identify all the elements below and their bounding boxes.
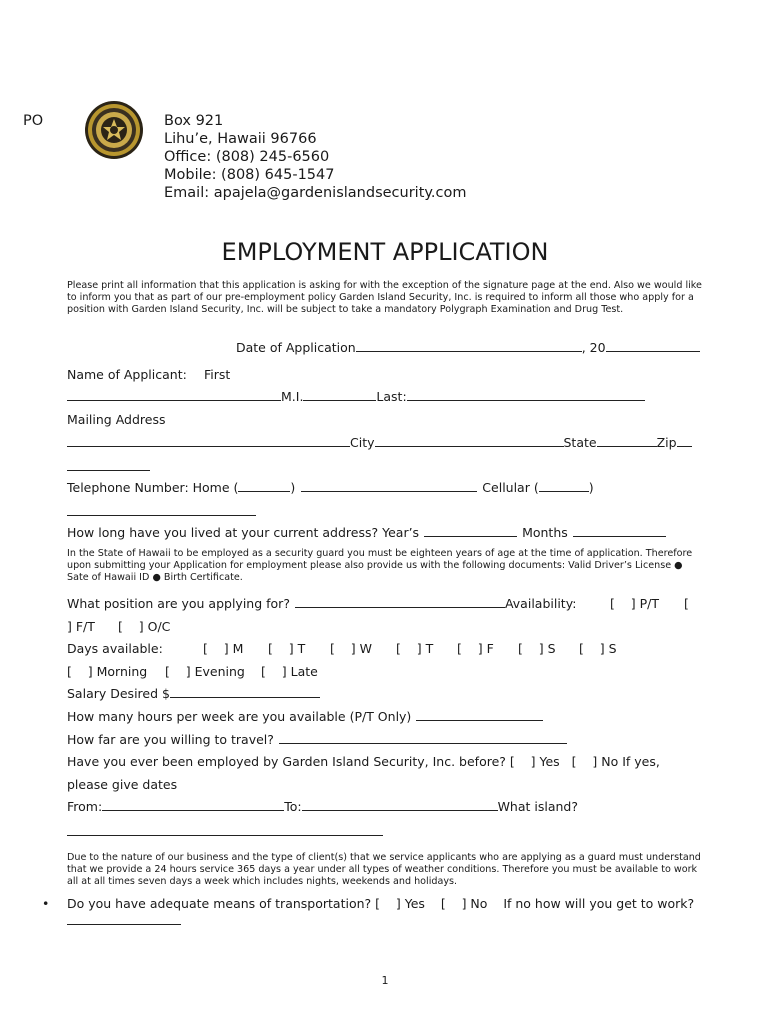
year-prefix: , 20 — [581, 340, 606, 355]
city-field[interactable] — [375, 435, 564, 447]
position-label: What position are you applying for? — [67, 596, 290, 611]
residence-row — [67, 525, 666, 541]
name-label: Name of Applicant: — [67, 367, 187, 382]
mailing-address-label: Mailing Address — [67, 412, 166, 427]
day-tuesday-checkbox[interactable]: [ ] T — [268, 641, 306, 656]
transportation-question: Do you have adequate means of transportation? [ ] Yes [ ] No If no how will you get to work? — [67, 896, 695, 911]
salary-field[interactable] — [170, 686, 320, 698]
email-address: Email: apajela@gardenislandsecurity.com — [164, 185, 467, 201]
office-phone: Office: (808) 245-6560 — [164, 149, 330, 165]
hours-label: How many hours per week are you available (P/T Only) — [67, 709, 412, 724]
last-name-label: Last: — [376, 389, 407, 404]
intro-paragraph: Please print all information that this application is asking for with the exception of the signature page at the end. Also we would like to inform you that as part of our pre-employment policy Garden Island Security, Inc. is required to inform all those who apply for a position with Garden Island Security, Inc. will be subject to take a mandatory Polygraph Examination and Drug Test. — [67, 280, 702, 315]
mailing-row — [67, 435, 692, 451]
shift-late-checkbox[interactable]: [ ] Late — [261, 664, 318, 679]
ft-checkbox-open[interactable]: [ — [684, 596, 689, 611]
zip-field[interactable] — [677, 435, 692, 447]
mailing-address-field[interactable] — [67, 435, 350, 447]
mobile-phone: Mobile: (808) 645-1547 — [164, 167, 335, 183]
day-saturday-checkbox[interactable]: [ ] S — [518, 641, 556, 656]
day-thursday-checkbox[interactable]: [ ] T — [396, 641, 434, 656]
po-label: PO — [23, 113, 44, 129]
mi-label: M.I. — [281, 389, 304, 404]
home-area-code-field[interactable] — [238, 480, 290, 492]
shift-morning-checkbox[interactable]: [ ] Morning — [67, 664, 148, 679]
date-label: Date of Application — [236, 340, 356, 355]
shift-evening-checkbox[interactable]: [ ] Evening — [165, 664, 245, 679]
telephone-row — [67, 480, 594, 496]
state-field[interactable] — [597, 435, 657, 447]
from-date-field[interactable] — [102, 799, 284, 811]
first-name-label: First — [204, 367, 231, 382]
oc-checkbox[interactable]: [ ] O/C — [118, 619, 171, 634]
first-name-field[interactable] — [67, 389, 281, 401]
date-row — [236, 340, 700, 356]
to-label: To: — [284, 799, 302, 814]
home-phone-label: Telephone Number: Home ( — [67, 480, 239, 495]
day-monday-checkbox[interactable]: [ ] M — [203, 641, 244, 656]
years-field[interactable] — [424, 525, 517, 537]
cell-phone-field[interactable] — [67, 515, 256, 516]
travel-field[interactable] — [279, 732, 567, 744]
salary-row — [67, 686, 320, 702]
days-label: Days available: — [67, 641, 163, 656]
zip-continuation-line[interactable] — [67, 470, 150, 471]
position-field[interactable] — [295, 596, 505, 608]
year-field[interactable] — [606, 340, 700, 352]
island-field[interactable] — [67, 835, 383, 836]
day-sunday-checkbox[interactable]: [ ] S — [579, 641, 617, 656]
address-line-1: Box 921 — [164, 113, 224, 129]
state-label: State — [563, 435, 597, 450]
employed-before-question: Have you ever been employed by Garden Island Security, Inc. before? [ ] Yes [ ] No If yes, — [67, 754, 660, 769]
last-name-field[interactable] — [407, 389, 645, 401]
ft-checkbox-label: ] F/T — [67, 619, 95, 634]
hours-field[interactable] — [416, 709, 543, 721]
day-wednesday-checkbox[interactable]: [ ] W — [330, 641, 372, 656]
zip-label: Zip — [656, 435, 677, 450]
position-row — [67, 596, 576, 612]
name-row — [67, 389, 645, 405]
hawaii-requirements-note: In the State of Hawaii to be employed as a security guard you must be eighteen years of age at the time of application. Therefore upon submitting your Application for employment please also provide us with the following documents: Valid Driver’s License ● Sate of Hawaii ID ● Birth Certificate. — [67, 548, 693, 583]
pt-checkbox[interactable]: [ ] P/T — [610, 596, 660, 611]
employed-dates-prompt: please give dates — [67, 777, 178, 792]
hours-row — [67, 709, 543, 725]
to-date-field[interactable] — [302, 799, 498, 811]
cell-close-paren: ) — [588, 480, 594, 495]
availability-label: Availability: — [504, 596, 577, 611]
from-to-row — [67, 799, 578, 815]
transportation-answer-field[interactable] — [67, 924, 181, 925]
travel-row — [67, 732, 567, 748]
island-label: What island? — [497, 799, 578, 814]
address-line-2: Lihu’e, Hawaii 96766 — [164, 131, 317, 147]
salary-label: Salary Desired $ — [67, 686, 170, 701]
travel-label: How far are you willing to travel? — [67, 732, 274, 747]
mi-field[interactable] — [303, 389, 376, 401]
home-close-paren: ) — [290, 480, 296, 495]
cell-area-code-field[interactable] — [539, 480, 589, 492]
page-title: EMPLOYMENT APPLICATION — [221, 238, 549, 266]
months-field[interactable] — [573, 525, 666, 537]
service-note: Due to the nature of our business and the type of client(s) that we service applicants who are applying as a guard must understand that we provide a 24 hours service 365 days a year under all types of weather conditions. Therefore you must be available to work all at all times seven days a week which includes nights, weekends and holidays. — [67, 852, 701, 887]
security-seal-logo — [84, 100, 144, 160]
cellular-label: Cellular ( — [482, 480, 539, 495]
page-number: 1 — [381, 974, 389, 987]
residence-label: How long have you lived at your current address? Year’s — [67, 525, 420, 540]
home-phone-field[interactable] — [301, 480, 477, 492]
months-label: Months — [522, 525, 568, 540]
from-label: From: — [67, 799, 103, 814]
date-field[interactable] — [356, 340, 582, 352]
city-label: City — [350, 435, 375, 450]
day-friday-checkbox[interactable]: [ ] F — [457, 641, 494, 656]
bullet-icon: • — [42, 896, 50, 911]
